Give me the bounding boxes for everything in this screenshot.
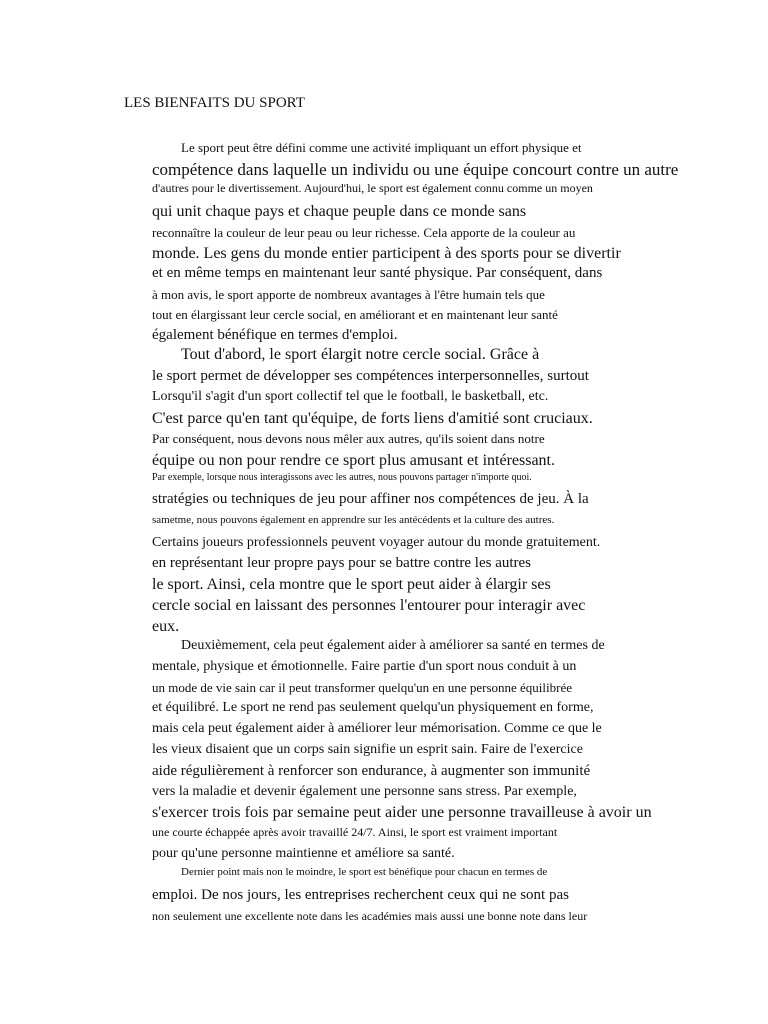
text-line: C'est parce qu'en tant qu'équipe, de forts liens d'amitié sont cruciaux. [152,410,593,427]
text-line: en représentant leur propre pays pour se battre contre les autres [152,555,532,571]
text-line: monde. Les gens du monde entier participent à des sports pour se divertir [152,245,621,262]
text-line: et en même temps en maintenant leur santé physique. Par conséquent, dans [152,265,603,281]
text-line: Par exemple, lorsque nous interagissons avec les autres, nous pouvons partager n'importe quoi. [152,472,532,483]
text-line: Certains joueurs professionnels peuvent voyager autour du monde gratuitement. [152,535,601,550]
text-line: également bénéfique en termes d'emploi. [152,327,398,343]
text-line: Deuxièmement, cela peut également aider à améliorer sa santé en termes de [181,638,605,653]
text-line: Tout d'abord, le sport élargit notre cercle social. Grâce à [181,346,540,363]
text-line: Le sport peut être défini comme une activité impliquant un effort physique et [181,140,582,155]
text-line: Lorsqu'il s'agit d'un sport collectif tel que le football, le basketball, etc. [152,389,549,404]
text-line: pour qu'une personne maintienne et améliore sa santé. [152,846,455,861]
text-line: compétence dans laquelle un individu ou une équipe concourt contre un autre [152,160,679,179]
text-line: mentale, physique et émotionnelle. Faire partie d'un sport nous conduit à un [152,659,577,674]
text-line: un mode de vie sain car il peut transformer quelqu'un en une personne équilibrée [152,680,573,695]
text-line: mais cela peut également aider à améliorer leur mémorisation. Comme ce que le [152,721,602,736]
text-line: Par conséquent, nous devons nous mêler aux autres, qu'ils soient dans notre [152,431,545,446]
text-line: emploi. De nos jours, les entreprises recherchent ceux qui ne sont pas [152,887,569,903]
text-line: stratégies ou techniques de jeu pour affiner nos compétences de jeu. À la [152,491,589,507]
text-line: le sport permet de développer ses compétences interpersonnelles, surtout [152,368,589,384]
text-line: Dernier point mais non le moindre, le sport est bénéfique pour chacun en termes de [181,866,548,878]
text-line: équipe ou non pour rendre ce sport plus amusant et intéressant. [152,452,555,469]
text-line: reconnaître la couleur de leur peau ou leur richesse. Cela apporte de la couleur au [152,225,576,240]
text-line: cercle social en laissant des personnes l'entourer pour interagir avec [152,597,586,614]
text-line: qui unit chaque pays et chaque peuple dans ce monde sans [152,203,527,220]
text-line: aide régulièrement à renforcer son endurance, à augmenter son immunité [152,763,591,779]
text-line: les vieux disaient que un corps sain signifie un esprit sain. Faire de l'exercice [152,742,583,757]
text-line: le sport. Ainsi, cela montre que le sport peut aider à élargir ses [152,576,551,593]
text-line: vers la maladie et devenir également une personne sans stress. Par exemple, [152,784,577,799]
text-line: à mon avis, le sport apporte de nombreux avantages à l'être humain tels que [152,287,545,302]
text-line: sametme, nous pouvons également en apprendre sur les antécédents et la culture des autres. [152,514,555,526]
text-line: non seulement une excellente note dans les académies mais aussi une bonne note dans leur [152,909,588,923]
text-line: s'exercer trois fois par semaine peut aider une personne travailleuse à avoir un [152,804,652,821]
text-line: une courte échappée après avoir travaillé 24/7. Ainsi, le sport est vraiment important [152,825,558,839]
document-title: LES BIENFAITS DU SPORT [124,95,305,111]
text-line: et équilibré. Le sport ne rend pas seulement quelqu'un physiquement en forme, [152,700,594,715]
text-line: tout en élargissant leur cercle social, en améliorant et en maintenant leur santé [152,307,558,322]
text-line: d'autres pour le divertissement. Aujourd'hui, le sport est également connu comme un moyen [152,181,593,195]
text-line: eux. [152,618,180,635]
